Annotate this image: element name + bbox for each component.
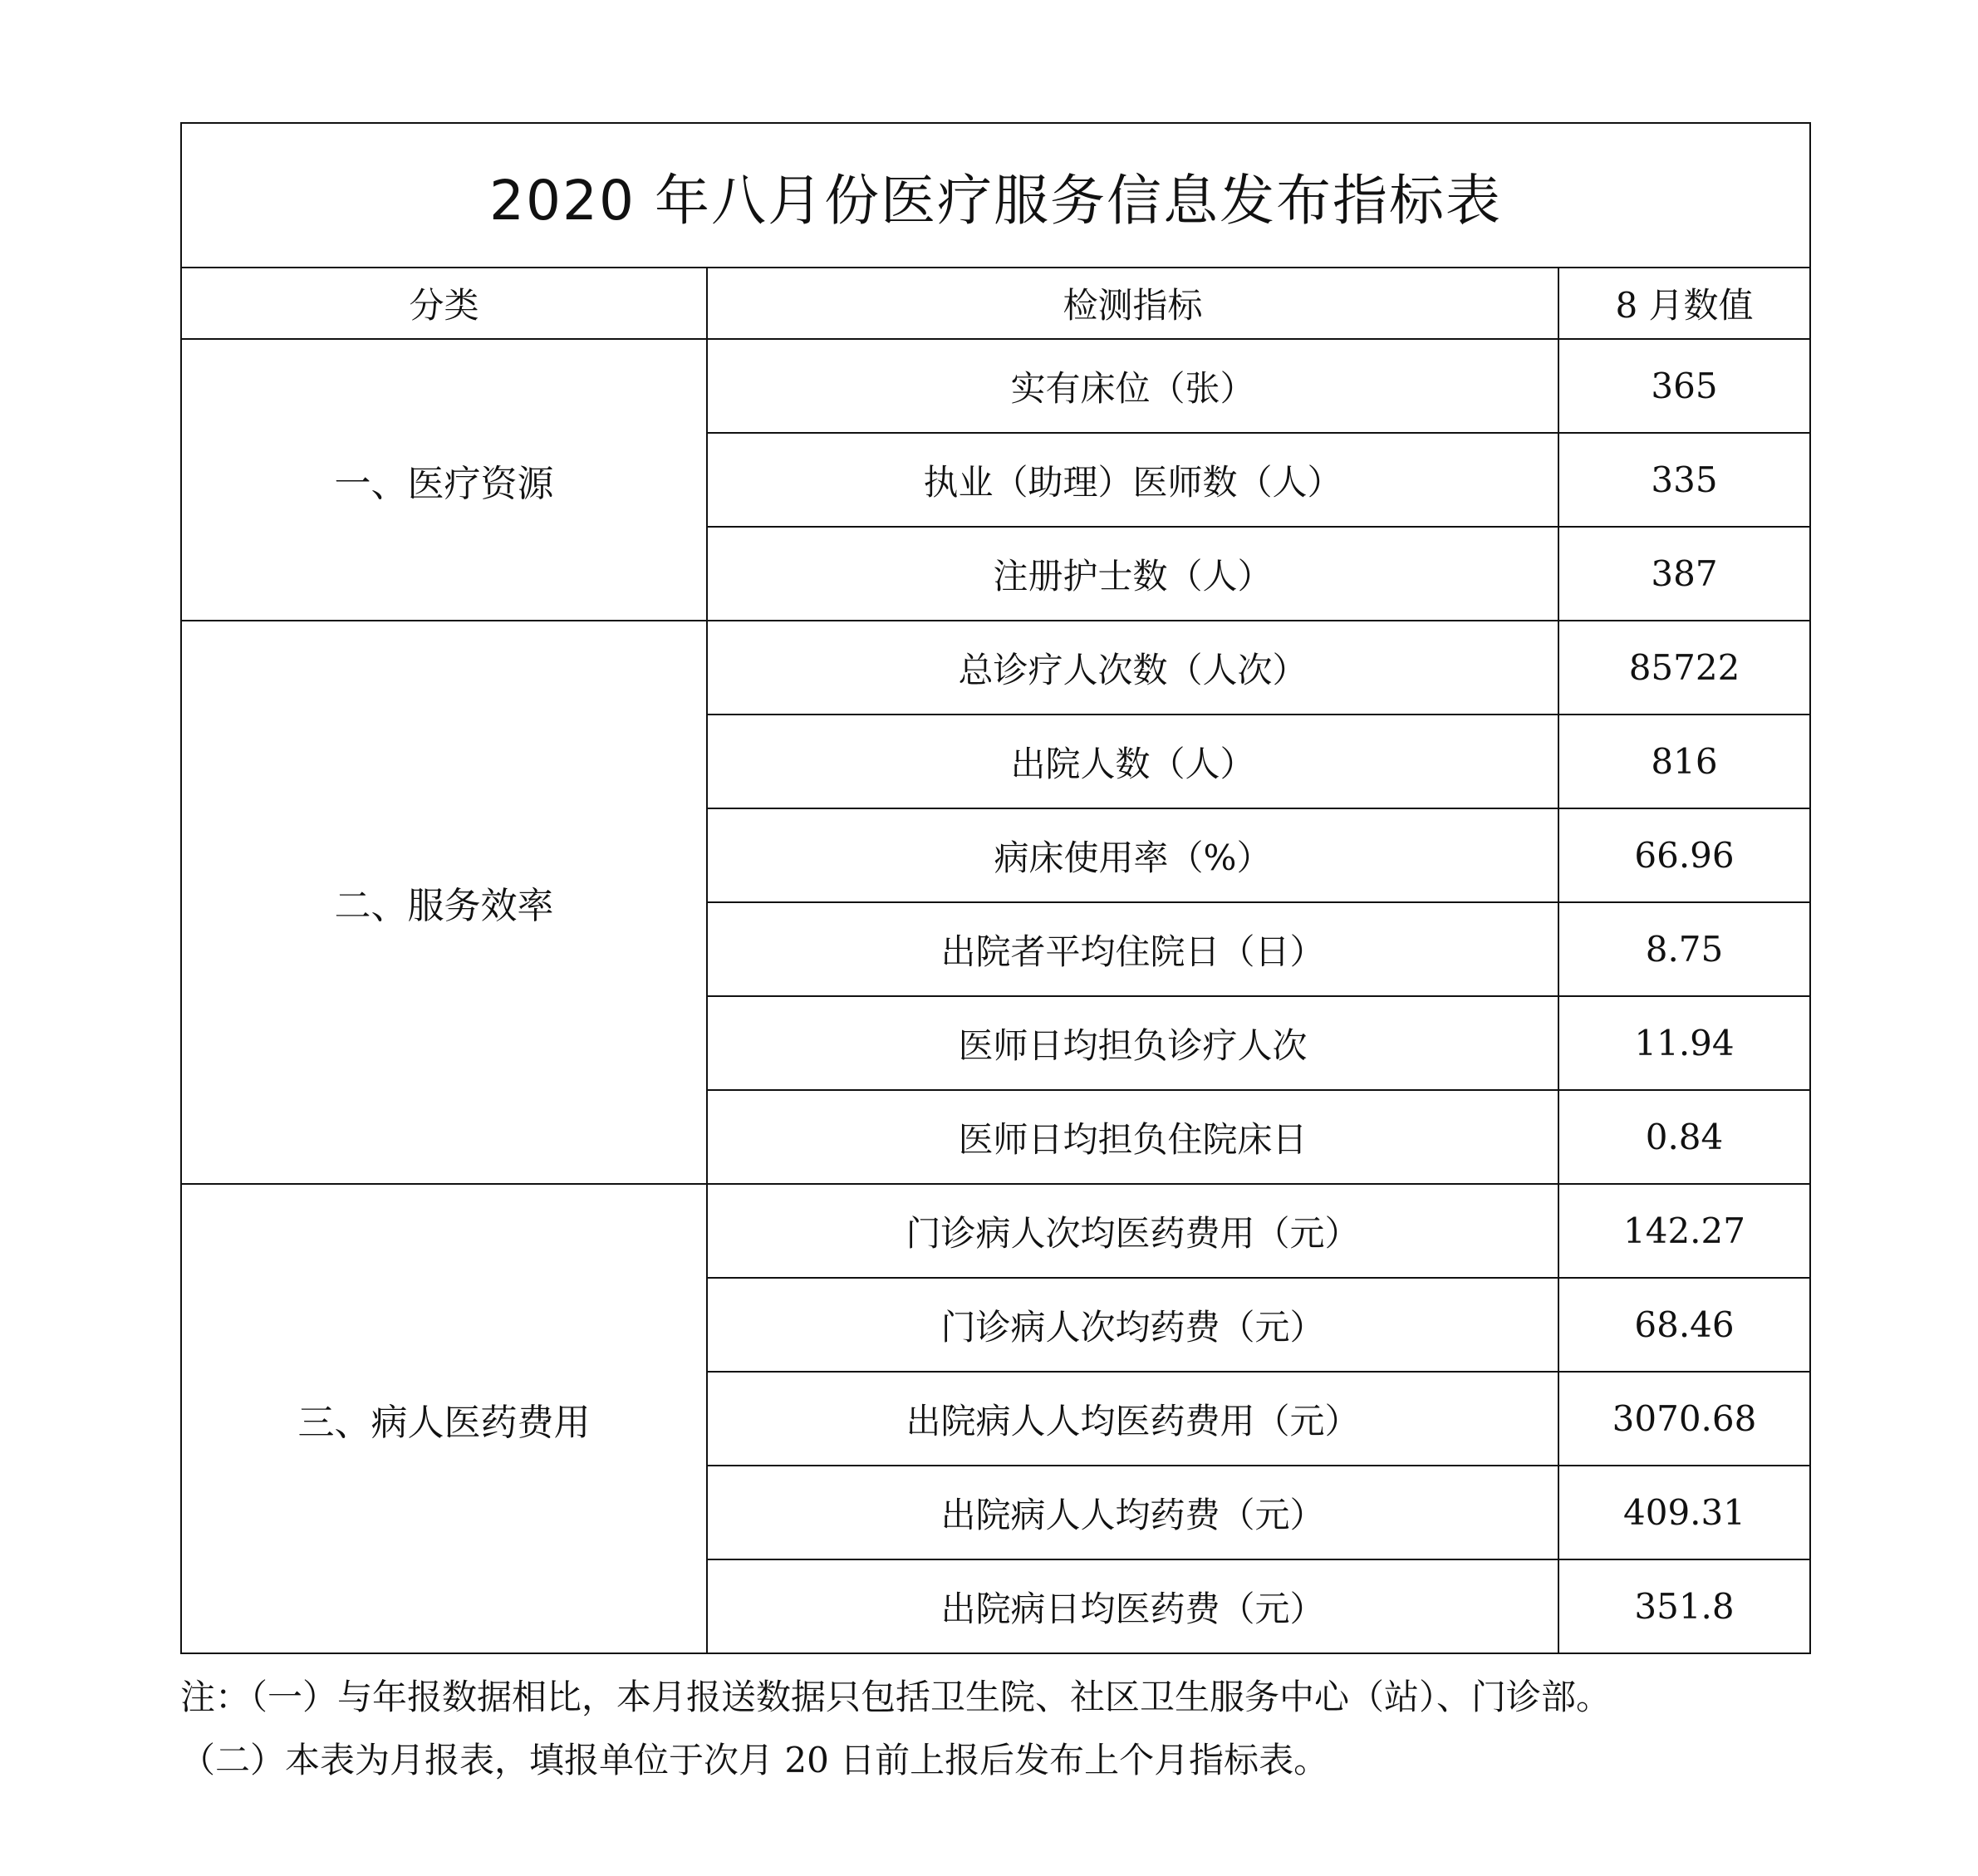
indicator-cell: 总诊疗人次数（人次） [707, 621, 1558, 715]
footnote [180, 1666, 1842, 1792]
header-value: 8 月数值 [1558, 268, 1810, 339]
value-cell: 11.94 [1558, 996, 1810, 1090]
table-row [181, 339, 1810, 433]
header-row [181, 268, 1810, 339]
indicator-cell: 注册护士数（人） [707, 527, 1558, 621]
table-title: 2020 年八月份医疗服务信息发布指标表 [181, 123, 1810, 268]
indicator-table [180, 122, 1811, 1654]
value-cell: 66.96 [1558, 808, 1810, 902]
indicator-cell: 出院病日均医药费（元） [707, 1559, 1558, 1653]
value-cell: 335 [1558, 433, 1810, 527]
indicator-cell: 医师日均担负住院床日 [707, 1090, 1558, 1184]
value-cell: 0.84 [1558, 1090, 1810, 1184]
indicator-cell: 出院病人人均医药费用（元） [707, 1372, 1558, 1466]
value-cell: 351.8 [1558, 1559, 1810, 1653]
category-cell: 二、服务效率 [181, 621, 707, 1184]
table-row [181, 1184, 1810, 1278]
header-category: 分类 [181, 268, 707, 339]
footnote-line: （二）本表为月报表，填报单位于次月 20 日前上报后发布上个月指标表。 [180, 1740, 1329, 1780]
indicator-cell: 门诊病人次均药费（元） [707, 1278, 1558, 1372]
value-cell: 8.75 [1558, 902, 1810, 996]
value-cell: 409.31 [1558, 1466, 1810, 1559]
value-cell: 387 [1558, 527, 1810, 621]
value-cell: 816 [1558, 715, 1810, 808]
indicator-cell: 门诊病人次均医药费用（元） [707, 1184, 1558, 1278]
value-cell: 68.46 [1558, 1278, 1810, 1372]
value-cell: 85722 [1558, 621, 1810, 715]
indicator-cell: 医师日均担负诊疗人次 [707, 996, 1558, 1090]
title-row [181, 123, 1810, 268]
indicator-cell: 出院者平均住院日（日） [707, 902, 1558, 996]
indicator-cell: 出院病人人均药费（元） [707, 1466, 1558, 1559]
value-cell: 142.27 [1558, 1184, 1810, 1278]
header-indicator: 检测指标 [707, 268, 1558, 339]
value-cell: 365 [1558, 339, 1810, 433]
indicator-cell: 实有床位（张） [707, 339, 1558, 433]
value-cell: 3070.68 [1558, 1372, 1810, 1466]
indicator-cell: 病床使用率（%） [707, 808, 1558, 902]
table-row [181, 621, 1810, 715]
category-cell: 三、病人医药费用 [181, 1184, 707, 1653]
indicator-cell: 执业（助理）医师数（人） [707, 433, 1558, 527]
indicator-cell: 出院人数（人） [707, 715, 1558, 808]
category-cell: 一、医疗资源 [181, 339, 707, 621]
footnote-line: 注：（一）与年报数据相比，本月报送数据只包括卫生院、社区卫生服务中心（站）、门诊部。 [180, 1677, 1612, 1717]
indicator-sheet [180, 122, 1809, 1654]
